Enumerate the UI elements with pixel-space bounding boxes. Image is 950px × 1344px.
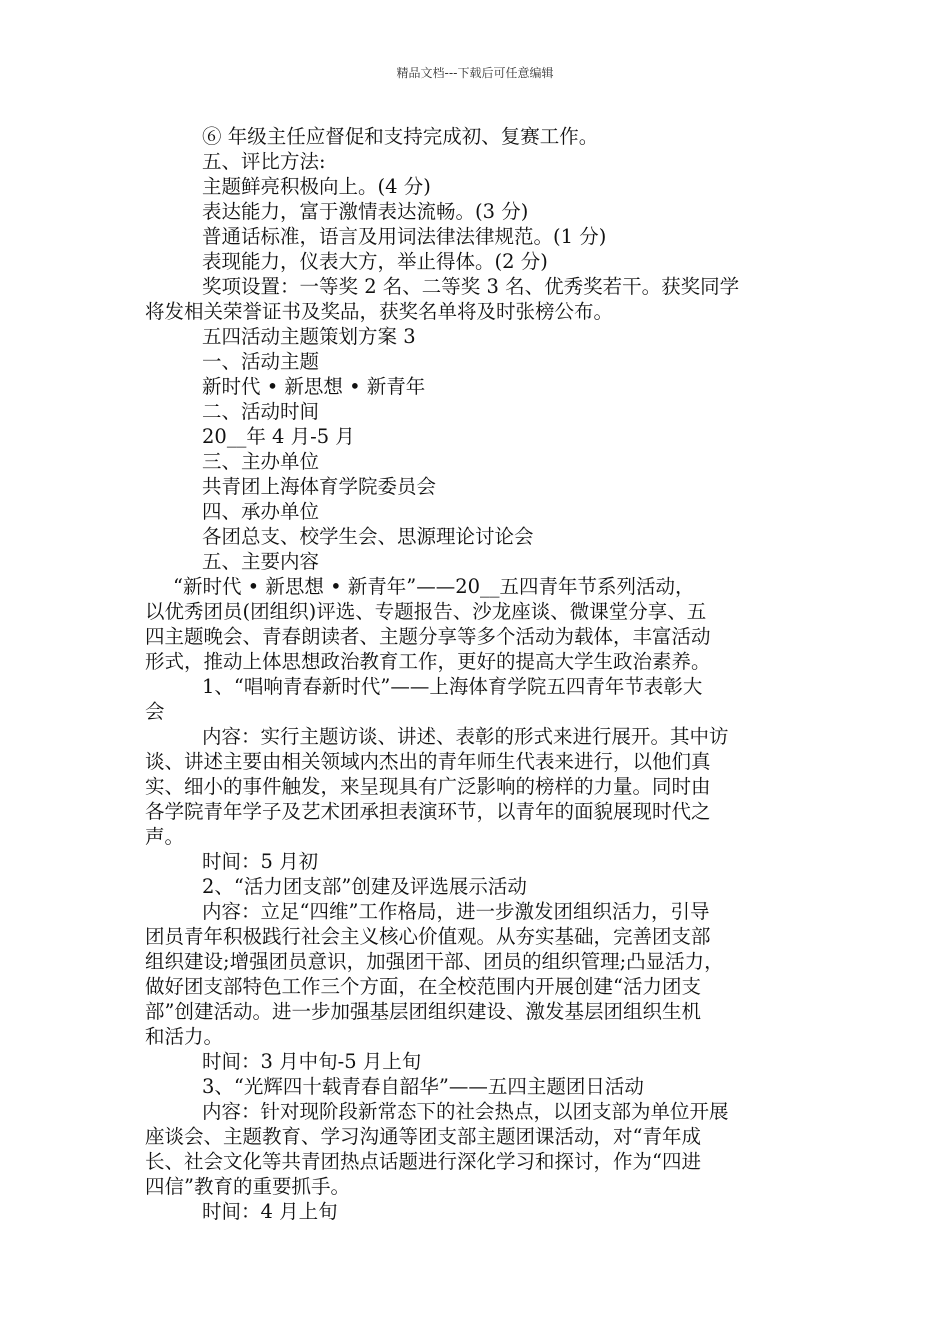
text-line: ⑥ 年级主任应督促和支持完成初、复赛工作。 xyxy=(202,125,599,148)
text-line: 谈、讲述主要由相关领域内杰出的青年师生代表来进行，以他们真 xyxy=(145,750,711,773)
text-line: 实、细小的事件触发，来呈现具有广泛影响的榜样的力量。同时由 xyxy=(145,775,711,798)
text-line: 做好团支部特色工作三个方面，在全校范围内开展创建“活力团支 xyxy=(145,975,701,998)
document-body xyxy=(145,124,815,1224)
text-line: 各团总支、校学生会、思源理论讨论会 xyxy=(202,525,534,548)
text-line: 三、主办单位 xyxy=(202,450,320,473)
text-line: 座谈会、主题教育、学习沟通等团支部主题团课活动，对“青年成 xyxy=(145,1125,701,1148)
text-line: 内容：针对现阶段新常态下的社会热点，以团支部为单位开展 xyxy=(202,1100,729,1123)
page-header: 精品文档---下载后可任意编辑 xyxy=(396,66,554,80)
text-line: 声。 xyxy=(145,825,185,848)
text-line: 普通话标准，语言及用词法律法律规范。(1 分) xyxy=(202,225,607,248)
text-line: 四、承办单位 xyxy=(202,500,320,523)
text-line: 以优秀团员(团组织)评选、专题报告、沙龙座谈、微课堂分享、五 xyxy=(145,600,707,623)
text-line: 和活力。 xyxy=(145,1025,224,1048)
text-line: 时间：4 月上旬 xyxy=(202,1200,338,1223)
text-line: 将发相关荣誉证书及奖品，获奖名单将及时张榜公布。 xyxy=(145,300,614,323)
text-line: 五四活动主题策划方案 3 xyxy=(202,325,416,348)
text-line: 二、活动时间 xyxy=(202,400,320,423)
text-line: 各学院青年学子及艺术团承担表演环节，以青年的面貌展现时代之 xyxy=(145,800,711,823)
text-line: 会 xyxy=(145,700,165,723)
text-line: 形式，推动上体思想政治教育工作，更好的提高大学生政治素养。 xyxy=(145,650,711,673)
text-line: 表达能力，富于激情表达流畅。(3 分) xyxy=(202,200,529,223)
text-line: 内容：实行主题访谈、讲述、表彰的形式来进行展开。其中访 xyxy=(202,725,729,748)
text-line: 时间：5 月初 xyxy=(202,850,319,873)
text-line: 部”创建活动。进一步加强基层团组织建设、激发基层团组织生机 xyxy=(145,1000,701,1023)
text-line: 一、活动主题 xyxy=(202,350,320,373)
text-line: “新时代 • 新思想 • 新青年”——20__五四青年节系列活动， xyxy=(173,575,695,598)
text-line: 1、“唱响青春新时代”——上海体育学院五四青年节表彰大 xyxy=(202,675,703,698)
text-line: 长、社会文化等共青团热点话题进行深化学习和探讨，作为“四进 xyxy=(145,1150,701,1173)
text-line: 表现能力，仪表大方，举止得体。(2 分) xyxy=(202,250,548,273)
text-line: 四主题晚会、青春朗读者、主题分享等多个活动为载体，丰富活动 xyxy=(145,625,711,648)
text-line: 2、“活力团支部”创建及评选展示活动 xyxy=(202,875,527,898)
text-line: 五、评比方法: xyxy=(202,150,326,173)
text-line: 共青团上海体育学院委员会 xyxy=(202,475,437,498)
text-line: 新时代 • 新思想 • 新青年 xyxy=(202,375,426,398)
text-line: 五、主要内容 xyxy=(202,550,320,573)
text-line: 奖项设置：一等奖 2 名、二等奖 3 名、优秀奖若干。获奖同学 xyxy=(202,275,740,298)
text-line: 团员青年积极践行社会主义核心价值观。从夯实基础，完善团支部 xyxy=(145,925,711,948)
text-line: 3、“光辉四十载青春自韶华”——五四主题团日活动 xyxy=(202,1075,644,1098)
text-line: 时间：3 月中旬-5 月上旬 xyxy=(202,1050,422,1073)
text-line: 内容：立足“四维”工作格局，进一步激发团组织活力，引导 xyxy=(202,900,710,923)
text-line: 组织建设;增强团员意识，加强团干部、团员的组织管理;凸显活力， xyxy=(145,950,724,973)
text-line: 主题鲜亮积极向上。(4 分) xyxy=(202,175,431,198)
text-line: 20__年 4 月-5 月 xyxy=(202,425,355,448)
text-line: 四信”教育的重要抓手。 xyxy=(145,1175,350,1198)
